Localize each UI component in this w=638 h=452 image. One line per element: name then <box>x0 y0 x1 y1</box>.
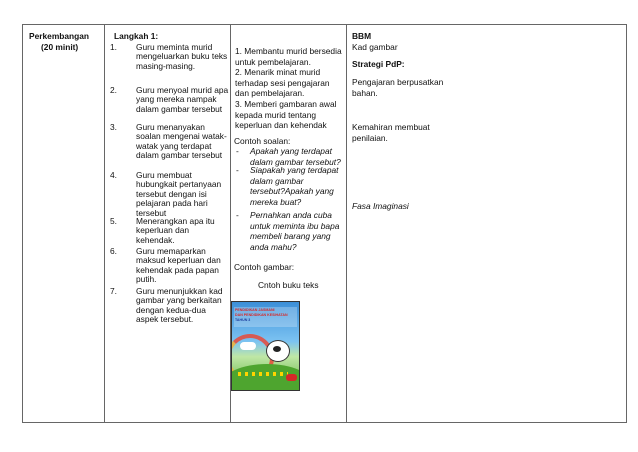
step-text-line: kehendak pada papan <box>136 264 219 275</box>
step-text-line: Guru memaparkan <box>136 246 206 256</box>
cover-title-line-1: PENDIDIKAN JASMANI <box>235 308 275 312</box>
step-text-line: dalam gambar tersebut <box>136 150 223 161</box>
column-divider-3 <box>346 24 347 423</box>
aim-line: 1. Membantu murid bersedia <box>235 46 342 56</box>
aim-line: keperluan dan kehendak <box>235 120 327 131</box>
question-text-line: Pernahkan anda cuba <box>250 210 332 220</box>
question-text-line: membeli barang yang <box>250 231 331 242</box>
stage-title: Perkembangan <box>29 31 90 41</box>
aim-line: kepada murid tentang <box>235 109 317 120</box>
step-text-line: yang mereka nampak <box>136 94 217 105</box>
step-number: 5. <box>110 216 117 226</box>
skill-line-1: Kemahiran membuat <box>352 122 430 132</box>
step-text-line: watak yang terdapat <box>136 140 212 151</box>
step-text-line: gambar yang berkaitan <box>136 295 222 306</box>
phase-label: Fasa Imaginasi <box>352 201 409 211</box>
step-text-line: mengeluarkan buku teks <box>136 51 228 62</box>
step-number: 3. <box>110 122 117 132</box>
aim-line: terhadap sesi pengajaran <box>235 77 330 88</box>
question-text-line: anda mahu? <box>250 241 297 252</box>
step-number: 6. <box>110 246 117 256</box>
step-text-line: hubungkait pertanyaan <box>136 179 222 190</box>
cover-title-line-2: DAN PENDIDIKAN KESIHATAN <box>235 313 288 317</box>
question-text-line: Siapakah yang terdapat <box>250 165 339 175</box>
step-text-line: dalam gambar tersebut <box>136 103 223 114</box>
question-text-line: dalam gambar tersebut? <box>250 156 341 167</box>
cow-spot <box>273 346 281 352</box>
bbm-label: BBM <box>352 31 372 41</box>
image-label: Contoh gambar: <box>234 262 295 272</box>
textbook-cover-image <box>231 301 300 391</box>
question-text-line: tersebut?Apakah yang <box>250 186 334 197</box>
step-text-line: Guru membuat <box>136 170 192 180</box>
step-number: 1. <box>110 42 117 52</box>
flowers-shape <box>238 372 288 376</box>
step-text-line: masing-masing. <box>136 60 196 71</box>
step-text-line: pelajaran pada hari <box>136 198 208 209</box>
cover-title-line-3: TAHUN 3 <box>235 318 251 322</box>
column-divider-1 <box>104 24 105 423</box>
question-bullet: - <box>236 210 239 220</box>
step-text-line: Guru menanyakan <box>136 122 205 132</box>
step-number: 2. <box>110 85 117 95</box>
skill-line-2: penilaian. <box>352 133 388 143</box>
question-bullet: - <box>236 146 239 156</box>
question-text-line: Apakah yang terdapat <box>250 146 332 156</box>
question-bullet: - <box>236 165 239 175</box>
step-heading: Langkah 1: <box>114 31 159 41</box>
step-text-line: maksud keperluan dan <box>136 255 221 266</box>
step-text-line: Guru menunjukkan kad <box>136 286 223 296</box>
strategy-label: Strategi PdP: <box>352 59 405 69</box>
strategy-line-2: bahan. <box>352 88 378 98</box>
question-text-line: dalam gambar <box>250 175 304 186</box>
aim-line: 2. Menarik minat murid <box>235 67 321 78</box>
step-text-line: kehendak. <box>136 234 175 245</box>
step-text-line: tersebut <box>136 207 167 218</box>
step-number: 4. <box>110 170 117 180</box>
aim-line: untuk pembelajaran. <box>235 56 311 67</box>
image-caption: Cntoh buku teks <box>258 280 319 290</box>
step-text-line: Menerangkan apa itu <box>136 216 215 226</box>
step-text-line: putih. <box>136 274 157 285</box>
step-text-line: keperluan dan <box>136 225 190 236</box>
publisher-badge <box>286 374 297 381</box>
question-text-line: untuk meminta ibu bapa <box>250 220 340 231</box>
question-text-line: mereka buat? <box>250 196 302 207</box>
strategy-line-1: Pengajaran berpusatkan <box>352 77 444 87</box>
step-text-line: tersebut dengan isi <box>136 188 207 199</box>
bbm-value: Kad gambar <box>352 42 398 52</box>
step-number: 7. <box>110 286 117 296</box>
step-text-line: dengan kedua-dua <box>136 304 206 315</box>
step-text-line: aspek tersebut. <box>136 314 194 325</box>
step-text-line: Guru meminta murid <box>136 42 213 52</box>
aim-line: dan pembelajaran. <box>235 88 305 99</box>
cloud-shape <box>240 342 256 350</box>
step-text-line: soalan mengenai watak- <box>136 131 227 142</box>
step-text-line: Guru menyoal murid apa <box>136 85 229 95</box>
questions-label: Contoh soalan: <box>234 136 291 146</box>
stage-time: (20 minit) <box>41 42 79 52</box>
aim-line: 3. Memberi gambaran awal <box>235 99 337 109</box>
